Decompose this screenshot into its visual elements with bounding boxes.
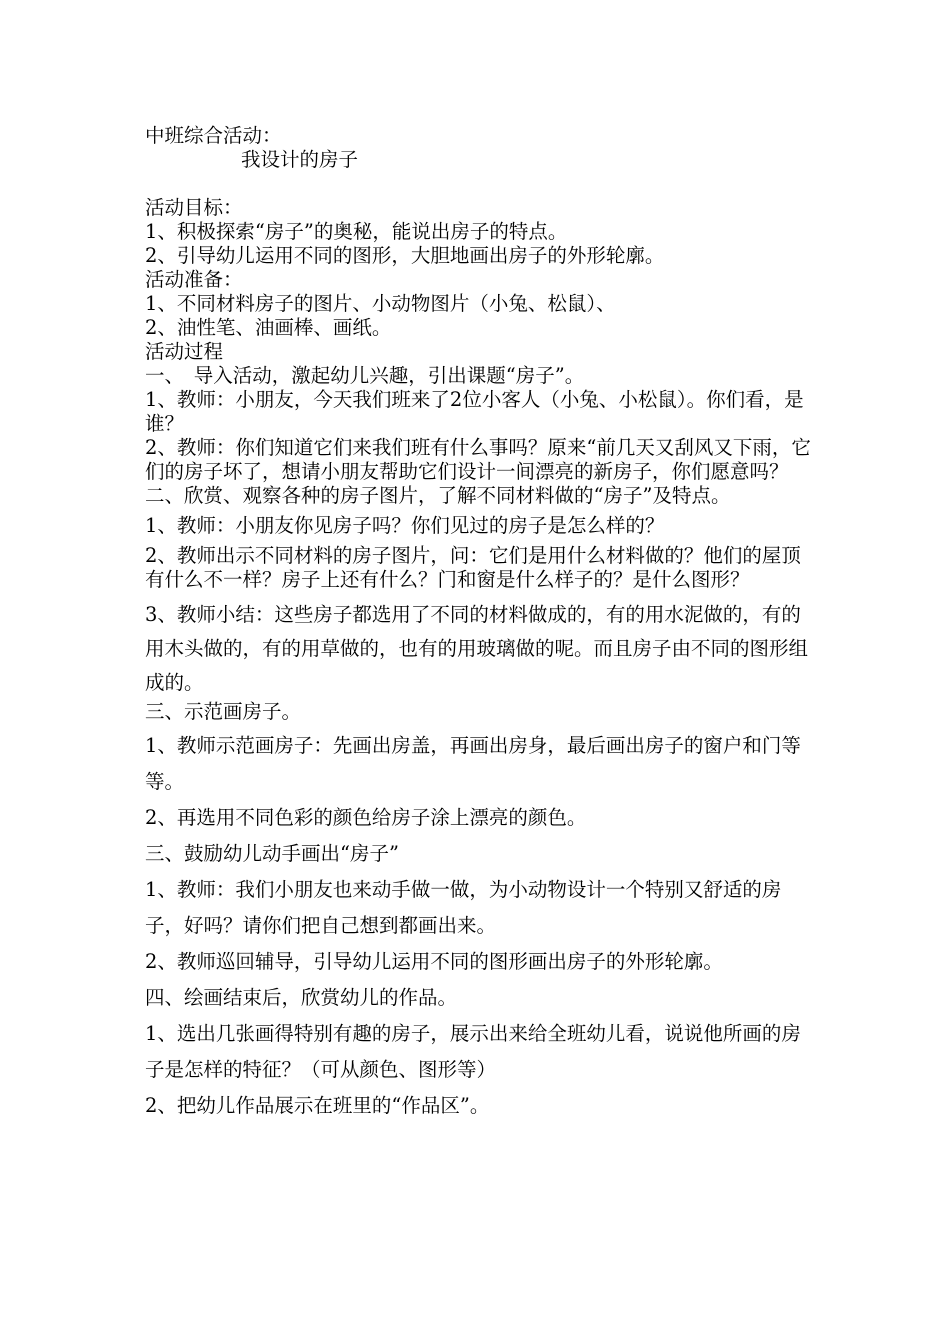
process-heading: 活动过程 xyxy=(145,340,224,363)
section-item: 1、教师：我们小朋友也来动手做一做，为小动物设计一个特别又舒适的房子，好吗？请你们把自己想到都画出来。 xyxy=(145,878,782,937)
section-item: 1、教师：小朋友，今天我们班来了2位小客人（小兔、小松鼠）。你们看，是谁？ xyxy=(145,388,804,435)
goal-item: 2、引导幼儿运用不同的图形，大胆地画出房子的外形轮廓。 xyxy=(145,244,665,267)
doc-title-line1: 中班综合活动： xyxy=(145,124,282,147)
prep-item: 2、油性笔、油画棒、画纸。 xyxy=(145,316,392,339)
section-heading: 三、鼓励幼儿动手画出“房子” xyxy=(145,842,399,865)
section-heading: 四、绘画结束后，欣赏幼儿的作品。 xyxy=(145,986,458,1009)
section-item: 2、再选用不同色彩的颜色给房子涂上漂亮的颜色。 xyxy=(145,806,587,829)
section-heading: 三、示范画房子。 xyxy=(145,700,302,723)
section-heading: 一、 导入活动，激起幼儿兴趣，引出课题“房子”。 xyxy=(145,364,585,387)
section-item: 3、教师小结：这些房子都选用了不同的材料做成的，有的用水泥做的，有的用木头做的，有的用草做的，也有的用玻璃做的呢。而且房子由不同的图形组成的。 xyxy=(145,603,809,694)
section-item: 1、教师示范画房子：先画出房盖，再画出房身，最后画出房子的窗户和门等等。 xyxy=(145,734,801,793)
goal-item: 1、积极探索“房子”的奥秘，能说出房子的特点。 xyxy=(145,220,568,243)
section-item: 1、教师：小朋友你见房子吗？你们见过的房子是怎么样的？ xyxy=(145,514,665,537)
prep-heading: 活动准备： xyxy=(145,268,243,291)
section-item: 2、把幼儿作品展示在班里的“作品区”。 xyxy=(145,1094,490,1117)
section-item: 2、教师：你们知道它们来我们班有什么事吗？原来“前几天又刮风又下雨，它们的房子坏了，想请小朋友帮助它们设计一间漂亮的新房子，你们愿意吗？ xyxy=(145,436,811,483)
prep-item: 1、不同材料房子的图片、小动物图片（小兔、松鼠）、 xyxy=(145,292,616,315)
doc-title-line2: 我设计的房子 xyxy=(241,148,359,171)
section-item: 1、选出几张画得特别有趣的房子，展示出来给全班幼儿看，说说他所画的房子是怎样的特征？（可从颜色、图形等） xyxy=(145,1022,801,1081)
section-item: 2、教师出示不同材料的房子图片，问：它们是用什么材料做的？他们的屋顶有什么不一样？房子上还有什么？门和窗是什么样子的？是什么图形？ xyxy=(145,544,801,591)
section-heading: 二、欣赏、观察各种的房子图片，了解不同材料做的“房子”及特点。 xyxy=(145,484,731,507)
section-item: 2、教师巡回辅导，引导幼儿运用不同的图形画出房子的外形轮廓。 xyxy=(145,950,723,973)
document-page xyxy=(145,124,813,1124)
goals-heading: 活动目标： xyxy=(145,196,243,219)
